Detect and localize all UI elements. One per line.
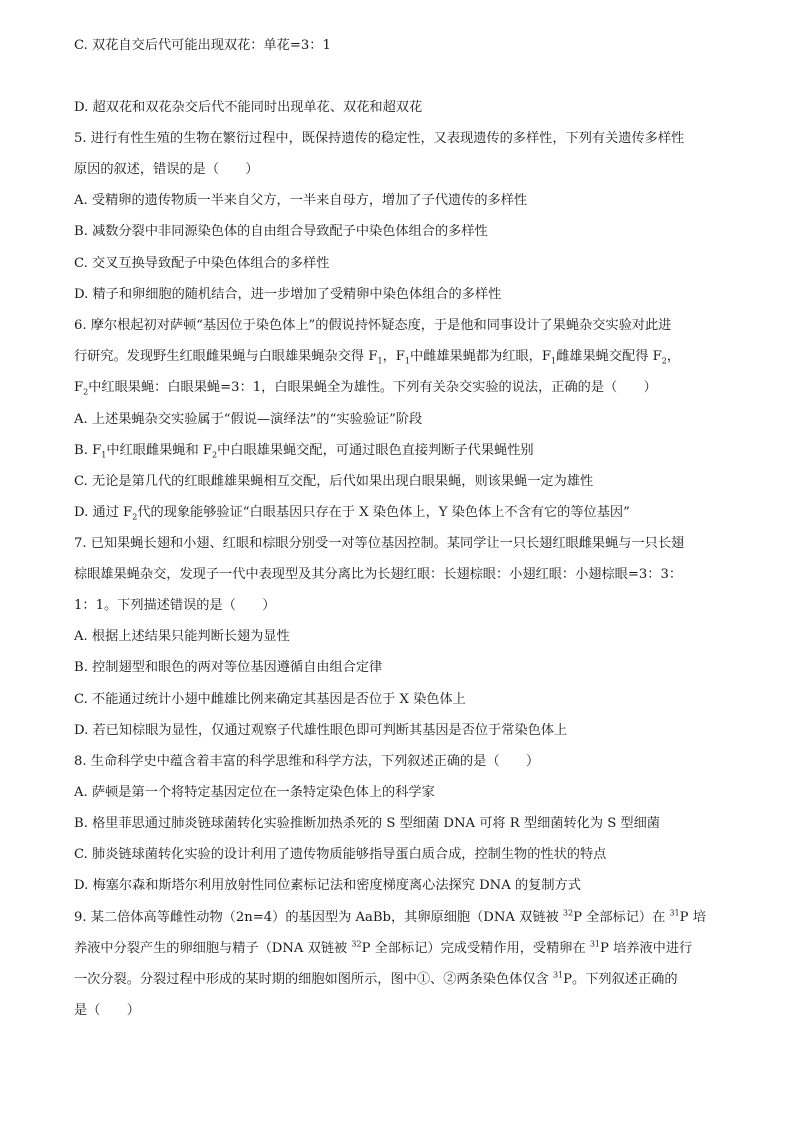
option-5c: C. 交叉互换导致配子中染色体组合的多样性 bbox=[74, 256, 330, 271]
option-7c: C. 不能通过统计小翅中雌雄比例来确定其基因是否位于 X 染色体上 bbox=[74, 692, 466, 707]
question-9-stem-line1: 9. 某二倍体高等雌性动物（2n=4）的基因型为 AaBb，其卵原细胞（DNA 双链被 $^{32}$P 全部标记）在 $^{31}$P 培 bbox=[74, 908, 706, 925]
option-6c: C. 无论是第几代的红眼雌雄果蝇相互交配，后代如果出现白眼果蝇，则该果蝇一定为雄性 bbox=[74, 474, 594, 489]
option-8d: D. 梅塞尔森和斯塔尔利用放射性同位素标记法和密度梯度离心法探究 DNA 的复制方式 bbox=[74, 878, 581, 893]
option-8c: C. 肺炎链球菌转化实验的设计利用了遗传物质能够指导蛋白质合成，控制生物的性状的特点 bbox=[74, 847, 607, 862]
question-7-stem-line1: 7. 已知果蝇长翅和小翅、红眼和棕眼分别受一对等位基因控制。某同学让一只长翅红眼雌果蝇与一只长翅 bbox=[74, 536, 685, 551]
question-7-stem-line3: 1：1。下列描述错误的是（ ） bbox=[74, 598, 276, 613]
option-8b: B. 格里菲思通过肺炎链球菌转化实验推断加热杀死的 S 型细菌 DNA 可将 R 型细菌转化为 S 型细菌 bbox=[74, 816, 660, 831]
question-6-stem-line1: 6. 摩尔根起初对萨顿“基因位于染色体上”的假说持怀疑态度，于是他和同事设计了果蝇杂交实验对此进 bbox=[74, 318, 672, 333]
option-6a: A. 上述果蝇杂交实验属于“假说—演绎法”的“实验验证”阶段 bbox=[74, 412, 423, 427]
question-6-stem-line2: 行研究。发现野生红眼雌果蝇与白眼雄果蝇杂交得 $F_1$，$F_1$中雌雄果蝇都为红眼，$F_1$雌雄果蝇交配得 $F_2$， bbox=[74, 349, 681, 366]
option-8a: A. 萨顿是第一个将特定基因定位在一条特定染色体上的科学家 bbox=[74, 785, 435, 800]
option-6b: B. $F_1$中红眼雌果蝇和 $F_2$中白眼雄果蝇交配，可通过眼色直接判断子代果蝇性别 bbox=[74, 443, 534, 460]
option-6d: D. 通过 $F_2$代的现象能够验证“白眼基因只存在于 X 染色体上，Y 染色体上不含有它的等位基因” bbox=[74, 505, 630, 522]
option-5a: A. 受精卵的遗传物质一半来自父方，一半来自母方，增加了子代遗传的多样性 bbox=[74, 193, 528, 208]
option-5d: D. 精子和卵细胞的随机结合，进一步增加了受精卵中染色体组合的多样性 bbox=[74, 287, 502, 302]
question-9-stem-line3: 一次分裂。分裂过程中形成的某时期的细胞如图所示，图中①、②两条染色体仅含 $^{31}$P。下列叙述正确的 bbox=[74, 970, 678, 987]
option-7b: B. 控制翅型和眼色的两对等位基因遵循自由组合定律 bbox=[74, 660, 383, 675]
question-9-stem-line2: 养液中分裂产生的卵细胞与精子（DNA 双链被 $^{32}$P 全部标记）完成受精作用，受精卵在 $^{31}$P 培养液中进行 bbox=[74, 939, 693, 956]
question-7-stem-line2: 棕眼雄果蝇杂交，发现子一代中表现型及其分离比为长翅红眼：长翅棕眼：小翅红眼：小翅棕眼=3：3： bbox=[74, 567, 683, 582]
question-9-stem-line4: 是（ ） bbox=[74, 1003, 140, 1018]
option-7a: A. 根据上述结果只能判断长翅为显性 bbox=[74, 629, 290, 644]
option-5b: B. 减数分裂中非同源染色体的自由组合导致配子中染色体组合的多样性 bbox=[74, 224, 488, 239]
option-4d: D. 超双花和双花杂交后代不能同时出现单花、双花和超双花 bbox=[74, 100, 423, 115]
option-7d: D. 若已知棕眼为显性，仅通过观察子代雄性眼色即可判断其基因是否位于常染色体上 bbox=[74, 723, 568, 738]
question-8-stem: 8. 生命科学史中蕴含着丰富的科学思维和科学方法，下列叙述正确的是（ ） bbox=[74, 754, 540, 769]
question-5-stem-line2: 原因的叙述，错误的是（ ） bbox=[74, 162, 259, 177]
option-4c: C. 双花自交后代可能出现双花：单花=3：1 bbox=[74, 38, 331, 53]
question-5-stem-line1: 5. 进行有性生殖的生物在繁衍过程中，既保持遗传的稳定性，又表现遗传的多样性，下列有关遗传多样性 bbox=[74, 131, 685, 146]
question-6-stem-line3: $F_2$中红眼果蝇：白眼果蝇=3：1，白眼果蝇全为雄性。下列有关杂交实验的说法，正确的是（ ） bbox=[74, 380, 657, 397]
